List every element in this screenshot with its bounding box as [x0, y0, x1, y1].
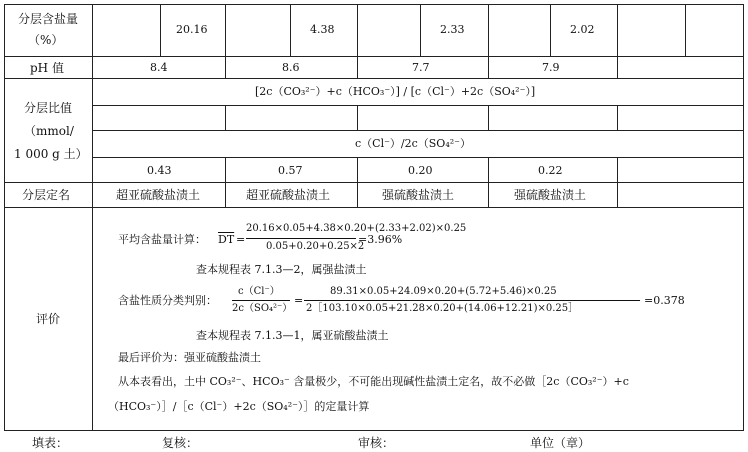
footer-unit: 单位（章）	[530, 436, 591, 450]
avg-salt-numerator: 20.16×0.05+4.38×0.20+(2.33+2.02)×0.25	[246, 223, 467, 234]
footer-filler: 填表：	[32, 436, 69, 450]
nature-label: 含盐性质分类判别：	[118, 294, 217, 307]
ratio-label-2: （mmol/	[24, 124, 74, 138]
ph-value-2: 8.6	[282, 61, 300, 74]
naming-label: 分层定名	[22, 188, 71, 202]
salt-content-value-3: 2.33	[440, 23, 465, 36]
ratio-value-1: 0.43	[147, 164, 172, 177]
naming-value-4: 强硫酸盐渍土	[514, 188, 587, 202]
footer-auditor: 审核：	[358, 436, 395, 450]
ph-label: pH 值	[30, 61, 64, 75]
footer-reviewer: 复核：	[162, 436, 199, 450]
ratio-value-2: 0.57	[278, 164, 303, 177]
check-salinity-degree: 查本规程表 7.1.3—2，属强盐渍土	[196, 263, 367, 276]
ratio-formula-chloride: c（Cl⁻）/2c（SO₄²⁻）	[355, 137, 471, 150]
ratio-value-4: 0.22	[538, 164, 563, 177]
avg-salt-symbol: $\overline{DT}$	[218, 233, 235, 246]
ratio-value-3: 0.20	[408, 164, 433, 177]
evaluation-label: 评价	[36, 312, 61, 326]
avg-salt-equals: =	[236, 233, 246, 246]
avg-salt-fraction-bar	[246, 238, 356, 239]
salt-content-label-1: 分层含盐量	[18, 12, 79, 26]
avg-salt-denominator: 0.05+0.20+0.25×2	[266, 241, 365, 252]
naming-value-3: 强硫酸盐渍土	[382, 188, 455, 202]
salt-content-value-1: 20.16	[176, 23, 208, 36]
nature-numerator: 89.31×0.05+24.09×0.20+(5.72+5.46)×0.25	[330, 286, 557, 297]
ph-value-3: 7.7	[412, 61, 430, 74]
check-salt-type: 查本规程表 7.1.3—1，属亚硫酸盐渍土	[196, 329, 389, 342]
naming-value-1: 超亚硫酸盐渍土	[116, 188, 201, 202]
nature-fraction-bar	[304, 300, 640, 301]
salt-content-value-4: 2.02	[570, 23, 595, 36]
nature-lhs-bar	[232, 300, 290, 301]
ratio-label-1: 分层比值	[24, 101, 73, 115]
naming-value-2: 超亚硫酸盐渍土	[246, 188, 331, 202]
evaluation-note-line-1: 从本表看出，土中 CO₃²⁻、HCO₃⁻ 含量极少，不可能出现碱性盐渍土定名，故不必做［2c（CO₃²⁻）+c	[118, 375, 629, 388]
ratio-label-3: 1 000 g 土）	[14, 147, 88, 161]
ph-value-1: 8.4	[150, 61, 168, 74]
final-evaluation: 最后评价为：强亚硫酸盐渍土	[118, 351, 261, 364]
evaluation-note-line-2: （HCO₃⁻）］/［c（Cl⁻）+2c（SO₄²⁻）］的定量计算	[108, 400, 370, 413]
nature-denominator: 2［103.10×0.05+21.28×0.20+(14.06+12.21)×0.25］	[306, 303, 579, 314]
nature-lhs-denominator: 2c（SO₄²⁻）	[232, 303, 293, 314]
avg-salt-label: 平均含盐量计算：	[118, 233, 206, 246]
ratio-formula-alkaline: [2c（CO₃²⁻）+c（HCO₃⁻）] / [c（Cl⁻）+2c（SO₄²⁻）]	[255, 85, 536, 98]
nature-result: =0.378	[644, 294, 685, 307]
nature-equals: =	[294, 294, 304, 307]
nature-lhs-numerator: c（Cl⁻）	[238, 286, 280, 297]
salt-content-value-2: 4.38	[310, 23, 335, 36]
salt-content-label-2: （%）	[28, 33, 64, 47]
avg-salt-result: =3.96%	[358, 233, 403, 246]
ph-value-4: 7.9	[542, 61, 560, 74]
